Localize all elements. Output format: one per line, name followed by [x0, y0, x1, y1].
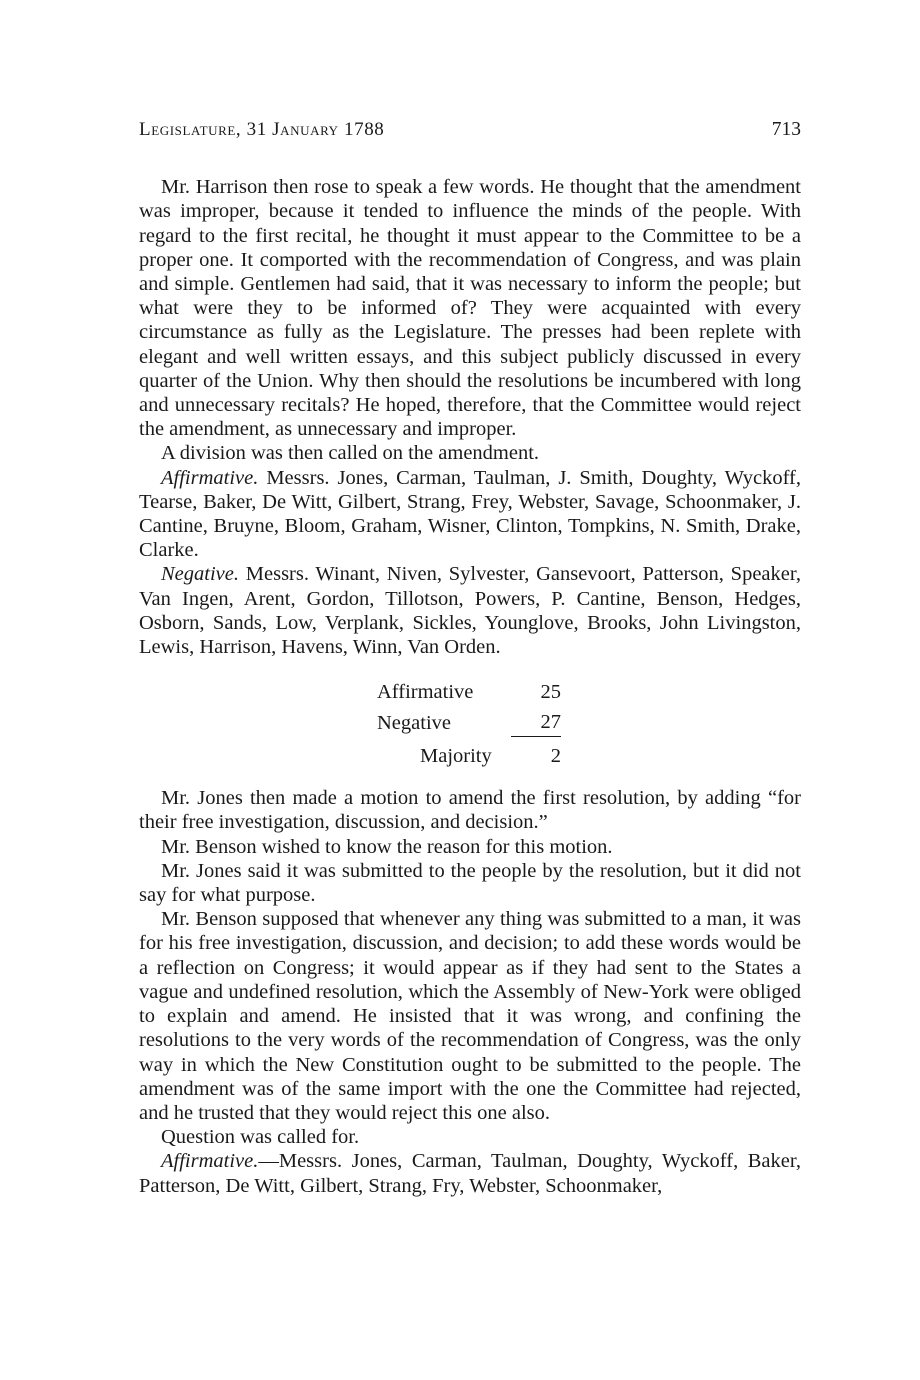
running-title: Legislature, 31 January 1788 — [139, 119, 385, 140]
paragraph-jones-reply: Mr. Jones said it was submitted to the people by the resolution, but it did not say for what purpose. — [139, 859, 801, 907]
tally-label: Majority — [420, 745, 492, 768]
tally-row-affirmative — [377, 677, 561, 708]
tally-value: 27 — [511, 708, 561, 737]
page-number: 713 — [771, 119, 801, 140]
tally-label: Affirmative — [377, 681, 474, 704]
vote-tally — [377, 677, 561, 772]
paragraph-harrison-speech: Mr. Harrison then rose to speak a few words. He thought that the amendment was improper, because it tended to influence the minds of the people. With regard to the first recital, he thought it must appear to the Committee to be a proper one. It comported with the recommendation of Congress, and was plain and simple. Gentlemen had said, that it was necessary to inform the people; but what were they to be informed of? They were acquainted with every circumstance as fully as the Legislature. The presses had been replete with elegant and well written essays, and this subject publicly discussed in every quarter of the Union. Why then should the resolutions be incumbered with long and unnecessary recitals? He hoped, therefore, that the Committee would reject the amendment, as unnecessary and improper. — [139, 176, 801, 441]
paragraph-negative-votes: Negative. Messrs. Winant, Niven, Sylvester, Gansevoort, Patterson, Speaker, Van Ingen, Arent, Gordon, Tillotson, Powers, P. Cantine, Benson, Hedges, Osborn, Sands, Low, Verplank, Sickles, Younglove, Brooks, John Livingston, Lewis, Harrison, Havens, Winn, Van Orden. — [139, 563, 801, 659]
paragraph-division-called: A division was then called on the amendment. — [161, 442, 540, 465]
tally-value: 25 — [540, 681, 561, 704]
paragraph-benson-question: Mr. Benson wished to know the reason for this motion. — [161, 835, 613, 858]
paragraph-benson-argument: Mr. Benson supposed that whenever any thing was submitted to a man, it was for his free investigation, discussion, and decision; to add these words would be a reflection on Congress; it would appear as if they had sent to the States a vague and undefined resolution, which the Assembly of New-York were obliged to explain and amend. He insisted that it was wrong, and confining the resolutions to the very words of the recommendation of Congress, was the only way in which the New Constitution ought to be submitted to the people. The amendment was of the same import with the one the Committee had rejected, and he trusted that they would reject this one also. — [139, 908, 801, 1124]
document-page — [139, 118, 801, 1198]
tally-row-negative — [377, 708, 561, 739]
paragraph-question-called: Question was called for. — [161, 1126, 360, 1149]
paragraph-affirmative-votes: Affirmative. Messrs. Jones, Carman, Taulman, J. Smith, Doughty, Wyckoff, Tearse, Baker, De Witt, Gilbert, Strang, Frey, Webster, Savage, Schoonmaker, J. Cantine, Bruyne, Bloom, Graham, Wisner, Clinton, Tompkins, N. Smith, Drake, Clarke. — [139, 466, 801, 562]
tally-value: 2 — [550, 745, 561, 768]
tally-label: Negative — [377, 712, 451, 735]
paragraph-affirmative-votes-2: Affirmative.—Messrs. Jones, Carman, Taulman, Doughty, Wyckoff, Baker, Patterson, De Witt, Gilbert, Strang, Fry, Webster, Schoonmaker, — [139, 1150, 801, 1197]
tally-row-majority — [377, 741, 561, 772]
running-head — [139, 118, 801, 142]
affirmative-label: Affirmative. — [161, 466, 259, 489]
affirmative-label: Affirmative. — [161, 1150, 259, 1173]
paragraph-jones-motion: Mr. Jones then made a motion to amend the first resolution, by adding “for their free investigation, discussion, and decision.” — [139, 787, 801, 834]
negative-label: Negative. — [161, 563, 239, 586]
